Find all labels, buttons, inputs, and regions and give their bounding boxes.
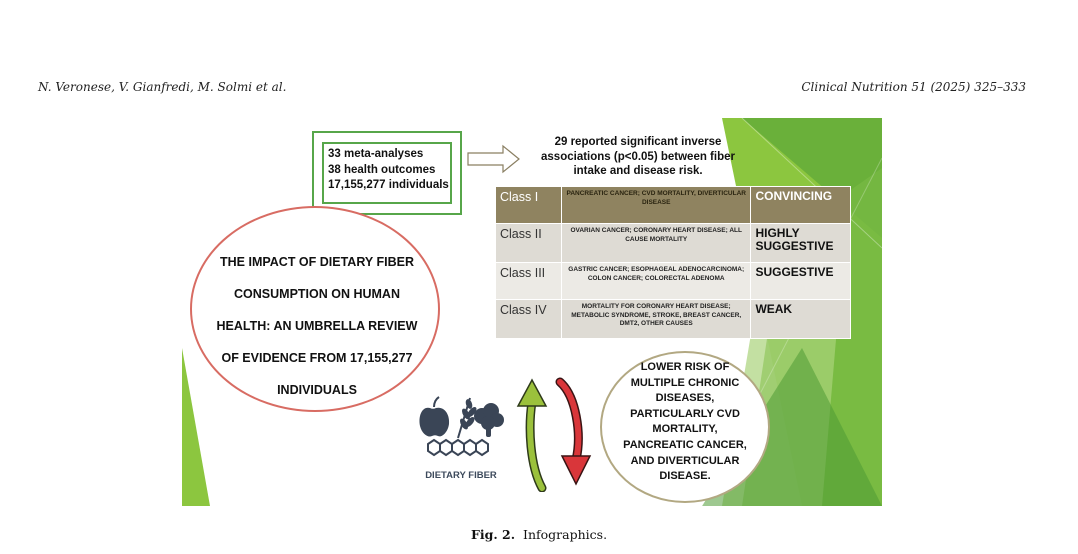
down-arrow-icon: [560, 382, 590, 484]
table-row: [496, 263, 851, 300]
outcome-line: AND DIVERTICULAR: [630, 454, 740, 467]
caption-text: Infographics.: [523, 527, 608, 542]
title-line: OF EVIDENCE FROM 17,155,277: [221, 351, 413, 365]
title-line: THE IMPACT OF DIETARY FIBER: [220, 255, 414, 269]
stats-meta-analyses: 33 meta-analyses: [328, 148, 424, 160]
diseases-cell: OVARIAN CANCER; CORONARY HEART DISEASE; ALL CAUSE MORTALITY: [562, 224, 751, 263]
class-cell: Class II: [496, 224, 562, 263]
table-row: [496, 187, 851, 224]
fiber-food-icons: [418, 394, 504, 464]
running-header-journal: Clinical Nutrition 51 (2025) 325–333: [801, 80, 1026, 94]
title-line: INDIVIDUALS: [277, 383, 357, 397]
diseases-cell: GASTRIC CANCER; ESOPHAGEAL ADENOCARCINOMA; COLON CANCER; COLORECTAL ADENOMA: [562, 263, 751, 300]
table-row: [496, 224, 851, 263]
table-row: [496, 300, 851, 339]
right-arrow-icon: [467, 144, 521, 174]
diseases-cell: PANCREATIC CANCER; CVD MORTALITY, DIVERTICULAR DISEASE: [562, 187, 751, 224]
infographic-title: [192, 246, 442, 406]
outcome-line: PARTICULARLY CVD: [630, 407, 740, 420]
outcome-line: LOWER RISK OF: [640, 361, 730, 373]
class-cell: Class I: [496, 187, 562, 224]
outcome-line: MULTIPLE CHRONIC: [630, 376, 740, 389]
running-header-authors: N. Veronese, V. Gianfredi, M. Solmi et al.: [38, 80, 287, 94]
title-line: HEALTH: AN UMBRELLA REVIEW: [216, 319, 418, 333]
figure-caption: [0, 527, 1078, 542]
apple-icon: [419, 397, 449, 437]
evidence-cell: SUGGESTIVE: [751, 263, 851, 300]
class-cell: Class IV: [496, 300, 562, 339]
significant-associations-text: 29 reported significant inverse associations (p<0.05) between fiber intake and disease risk.: [541, 136, 735, 177]
stats-health-outcomes: 38 health outcomes: [328, 163, 436, 176]
outcome-line: PANCREATIC CANCER,: [623, 438, 747, 451]
outcome-line: DISEASES,: [655, 392, 715, 405]
dietary-fiber-label: DIETARY FIBER: [425, 470, 497, 481]
diseases-cell: MORTALITY FOR CORONARY HEART DISEASE; METABOLIC SYNDROME, STROKE, BREAST CANCER, DMT2, OTHER CAUSES: [562, 300, 751, 339]
broccoli-icon: [474, 403, 504, 437]
stats-inner-box: [322, 142, 452, 204]
evidence-cell: CONVINCING: [751, 187, 851, 224]
outcome-line: MORTALITY,: [652, 423, 718, 436]
class-cell: Class III: [496, 263, 562, 300]
evidence-class-table: [495, 186, 851, 339]
stats-individuals: 17,155,277 individuals: [328, 179, 449, 191]
evidence-cell: HIGHLY SUGGESTIVE: [751, 224, 851, 263]
infographic-figure: [182, 118, 882, 506]
outcome-text: [604, 360, 766, 485]
risk-arrows: [512, 376, 596, 492]
evidence-cell: WEAK: [751, 300, 851, 339]
up-arrow-icon: [518, 380, 546, 488]
stats-box: [312, 131, 462, 215]
caption-label: Fig. 2.: [470, 527, 516, 542]
title-line: CONSUMPTION ON HUMAN: [234, 287, 400, 301]
molecule-icon: [428, 440, 488, 455]
outcome-line: DISEASE.: [659, 470, 711, 483]
